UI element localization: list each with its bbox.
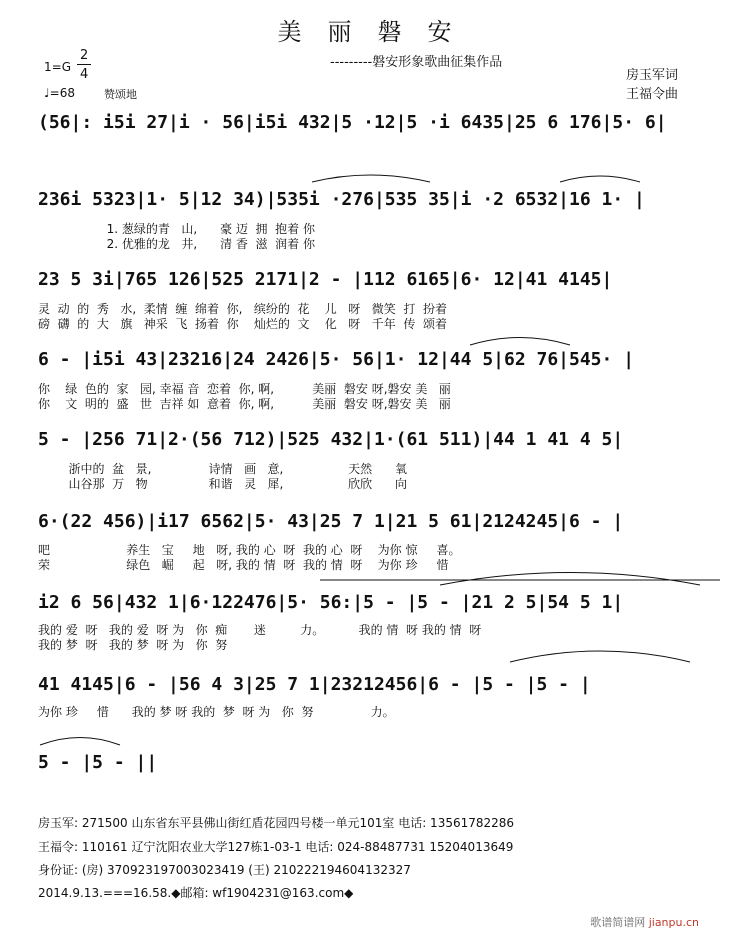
slur-mark: [560, 176, 640, 182]
slur-mark: [312, 175, 430, 182]
footer-line-3: 身份证: (房) 370923197003023419 (王) 210222194604132327: [38, 863, 411, 877]
lyrics-verse-2: 荣 绿色 崛 起 呀, 我的 情 呀 我的 情 呀 为你 珍 惜: [38, 558, 449, 572]
footer-line-2: 王福令: 110161 辽宁沈阳农业大学127栋1-03-1 电话: 024-88487731 15204013649: [38, 840, 514, 854]
watermark-domain: jianpu.cn: [648, 916, 699, 929]
notes-line: 6·(22 456)|i17 6562|5· 43|25 7 1|21 5 61|2124245|6 - |: [38, 511, 624, 532]
notes-line: i2 6 56|432 1|6·122476|5· 56:|5 - |5 - |21 2 5|54 5 1|: [38, 592, 624, 613]
lyrics-verse-1: 我的 爱 呀 我的 爱 呀 为 你 痴 迷 力。 我的 情 呀 我的 情 呀: [38, 623, 482, 637]
footer-line-4: 2014.9.13.===16.58.◆邮箱: wf1904231@163.com◆: [38, 886, 354, 900]
lyrics-verse-1: 吧 养生 宝 地 呀, 我的 心 呀 我的 心 呀 为你 惊 喜。: [38, 543, 461, 557]
lyrics-verse-1: 灵 动 的 秀 水, 柔情 缠 绵着 你, 缤纷的 花 儿 呀 微笑 打 扮着: [38, 302, 447, 316]
lyrics-verse-2: 我的 梦 呀 我的 梦 呀 为 你 努: [38, 638, 228, 652]
slur-mark: [440, 573, 700, 586]
notes-line: 236i 5323|1· 5|12 34)|535i ·276|535 35|i ·2 6532|16 1· |: [38, 189, 645, 210]
footer-line-1: 房玉军: 271500 山东省东平县佛山街红盾花园四号楼一单元101室 电话: 13561782286: [38, 816, 515, 830]
watermark-text: 歌谱简谱网: [590, 916, 646, 929]
notes-line: (56|: i5i 27|i · 56|i5i 432|5 ·12|5 ·i 6435|25 6 176|5· 6|: [38, 112, 667, 133]
lyricist-credit: 房玉军词: [626, 68, 679, 83]
lyrics-verse-2: 磅 礴 的 大 旗 神采 飞 扬着 你 灿烂的 文 化 呀 千年 传 颂着: [38, 317, 447, 331]
lyrics-verse-2: 山谷那 万 物 和谐 灵 犀, 欣欣 向: [38, 477, 408, 491]
lyrics-verse-1: 1. 葱绿的青 山, 豪 迈 拥 抱着 你: [38, 222, 315, 236]
notes-line: 5 - |5 - ||: [38, 752, 158, 773]
notes-line: 6 - |i5i 43|23216|24 2426|5· 56|1· 12|44 5|62 76|545· |: [38, 349, 635, 370]
expression-marking: 赞颂地: [104, 88, 137, 101]
time-signature-top: 2: [80, 48, 89, 63]
lyrics-verse-2: 你 文 明的 盛 世 吉祥 如 意着 你, 啊, 美丽 磐安 呀,磐安 美 丽: [38, 397, 451, 411]
lyrics-verse-1: 为你 珍 惜 我的 梦 呀 我的 梦 呀 为 你 努 力。: [38, 705, 395, 719]
key-signature: 1=G: [44, 60, 71, 74]
tempo-marking: ♩=68: [44, 86, 75, 100]
slur-mark: [470, 338, 570, 346]
watermark: [590, 914, 699, 930]
lyrics-verse-1: 浙中的 盆 景, 诗情 画 意, 天然 氧: [38, 462, 408, 476]
subtitle: ---------磐安形象歌曲征集作品: [330, 55, 503, 70]
notes-line: 5 - |256 71|2·(56 712)|525 432|1·(61 511)|44 1 41 4 5|: [38, 429, 624, 450]
notes-line: 41 4145|6 - |56 4 3|25 7 1|23212456|6 - |5 - |5 - |: [38, 674, 591, 695]
composer-credit: 王福令曲: [626, 87, 679, 102]
time-signature-bottom: 4: [80, 67, 89, 82]
notes-line: 23 5 3i|765 126|525 2171|2 - |112 6165|6· 12|41 4145|: [38, 269, 613, 290]
song-title: 美丽磐安: [277, 18, 478, 46]
lyrics-verse-1: 你 绿 色的 家 园, 幸福 音 恋着 你, 啊, 美丽 磐安 呀,磐安 美 丽: [38, 382, 451, 396]
slur-mark: [40, 738, 120, 746]
lyrics-verse-2: 2. 优雅的龙 井, 清 香 滋 润着 你: [38, 237, 315, 251]
slur-mark: [510, 651, 690, 662]
